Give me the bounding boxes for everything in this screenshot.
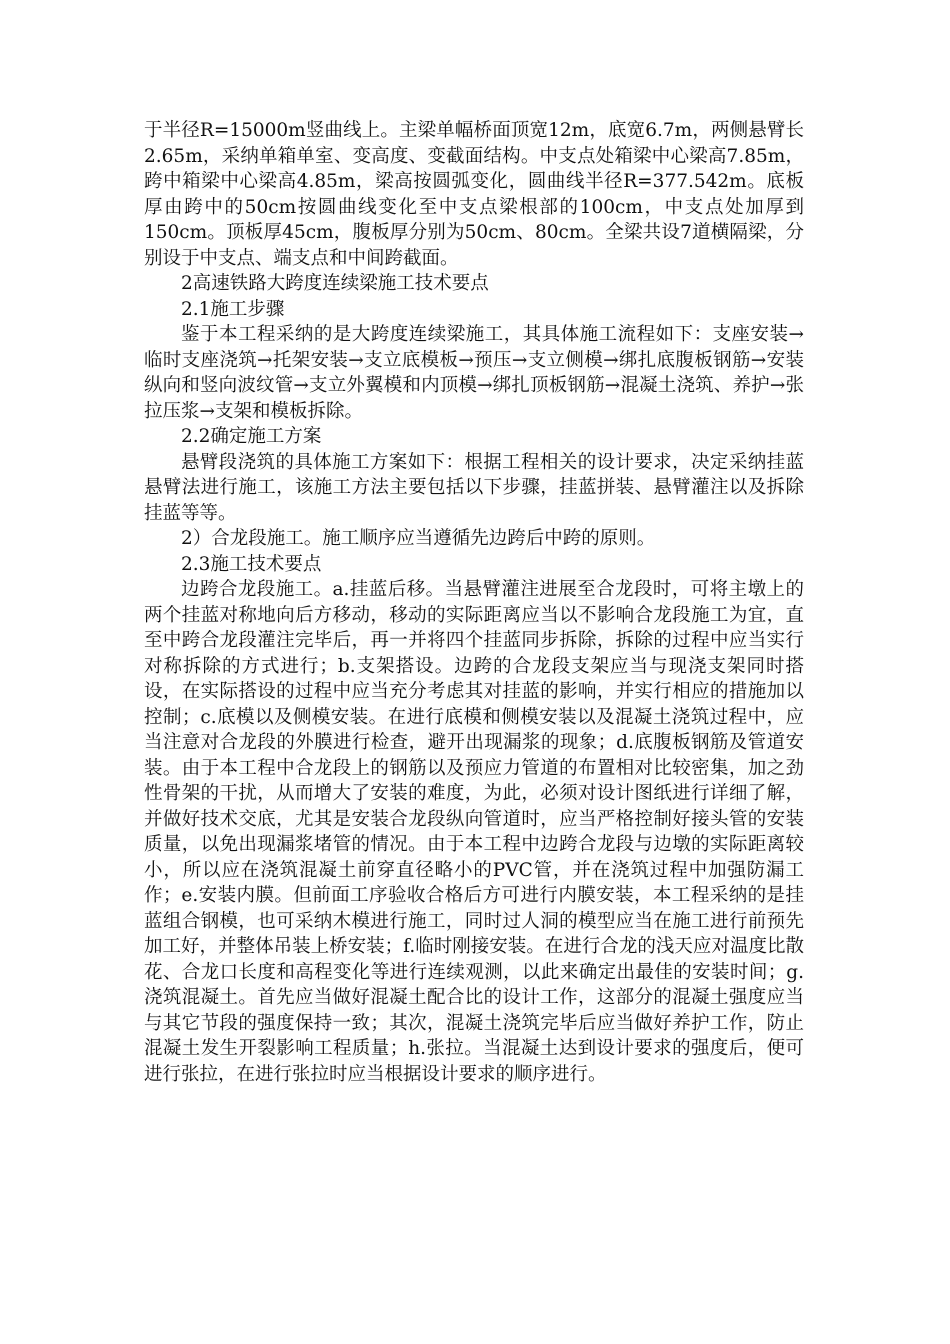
section-heading-2-2: 2.2确定施工方案 — [181, 426, 322, 447]
section-heading-2-1: 2.1施工步骤 — [181, 298, 285, 320]
paragraph-closure-segment: 2）合龙段施工。施工顺序应当遵循先边跨后中跨的原则。 — [181, 528, 656, 549]
paragraph-construction-steps: 鉴于本工程采纳的是大跨度连续梁施工，其具体施工流程如下：支座安装→临时支座浇筑→托架安装→支立底模板→预压→支立侧模→绑扎底腹板钢筋→安装纵向和竖向波纹管→支立外翼模和内顶模→绑扎顶板钢筋→混凝土浇筑、养护→张拉压浆→支架和模板拆除。 — [144, 324, 804, 422]
document-page — [144, 118, 804, 1087]
paragraph-bridge-description: 于半径R=15000m竖曲线上。主梁单幅桥面顶宽12m，底宽6.7m，两侧悬臂长2.65m，采纳单箱单室、变高度、变截面结构。中支点处箱梁中心梁高7.85m，跨中箱梁中心梁高4.85m，梁高按圆弧变化，圆曲线半径R=377.542m。底板厚由跨中的50cm按圆曲线变化至中支点梁根部的100cm，中支点处加厚到150cm。顶板厚45cm，腹板厚分别为50cm、80cm。全梁共设7道横隔梁，分别设于中支点、端支点和中间跨截面。 — [144, 120, 804, 269]
paragraph-technical-points: 边跨合龙段施工。a.挂蓝后移。当悬臂灌注进展至合龙段时，可将主墩上的两个挂蓝对称地向后方移动，移动的实际距离应当以不影响合龙段施工为宜，直至中跨合龙段灌注完毕后，再一并将四个挂蓝同步拆除，拆除的过程中应当实行对称拆除的方式进行；b.支架搭设。边跨的合龙段支架应当与现浇支架同时搭设，在实际搭设的过程中应当充分考虑其对挂蓝的影响，并实行相应的措施加以控制；c.底模以及侧模安装。在进行底模和侧模安装以及混凝土浇筑过程中，应当注意对合龙段的外膜进行检查，避开出现漏浆的现象；d.底腹板钢筋及管道安装。由于本工程中合龙段上的钢筋以及预应力管道的布置相对比较密集，加之劲性骨架的干扰，从而增大了安装的难度，为此，必须对设计图纸进行详细了解，并做好技术交底，尤其是安装合龙段纵向管道时，应当严格控制好接头管的安装质量，以免出现漏浆堵管的情况。由于本工程中边跨合龙段与边墩的实际距离较小，所以应在浇筑混凝土前穿直径略小的PVC管，并在浇筑过程中加强防漏工作；e.安装内膜。但前面工序验收合格后方可进行内膜安装，本工程采纳的是挂蓝组合钢模，也可采纳木模进行施工，同时过人洞的模型应当在施工进行前预先加工好，并整体吊装上桥安装；f.临时刚接安装。在进行合龙的浅天应对温度比散花、合龙口长度和高程变化等进行连续观测，以此来确定出最佳的安装时间；g.浇筑混凝土。首先应当做好混凝土配合比的设计工作，这部分的混凝土强度应当与其它节段的强度保持一致；其次，混凝土浇筑完毕后应当做好养护工作，防止混凝土发生开裂影响工程质量；h.张拉。当混凝土达到设计要求的强度后，便可进行张拉，在进行张拉时应当根据设计要求的顺序进行。 — [144, 579, 804, 1085]
paragraph-construction-plan: 悬臂段浇筑的具体施工方案如下：根据工程相关的设计要求，决定采纳挂蓝悬臂法进行施工，该施工方法主要包括以下步骤，挂蓝拼装、悬臂灌注以及拆除挂蓝等等。 — [144, 451, 804, 524]
section-heading-2: 2高速铁路大跨度连续梁施工技术要点 — [181, 273, 489, 294]
section-heading-2-3: 2.3施工技术要点 — [181, 553, 322, 575]
